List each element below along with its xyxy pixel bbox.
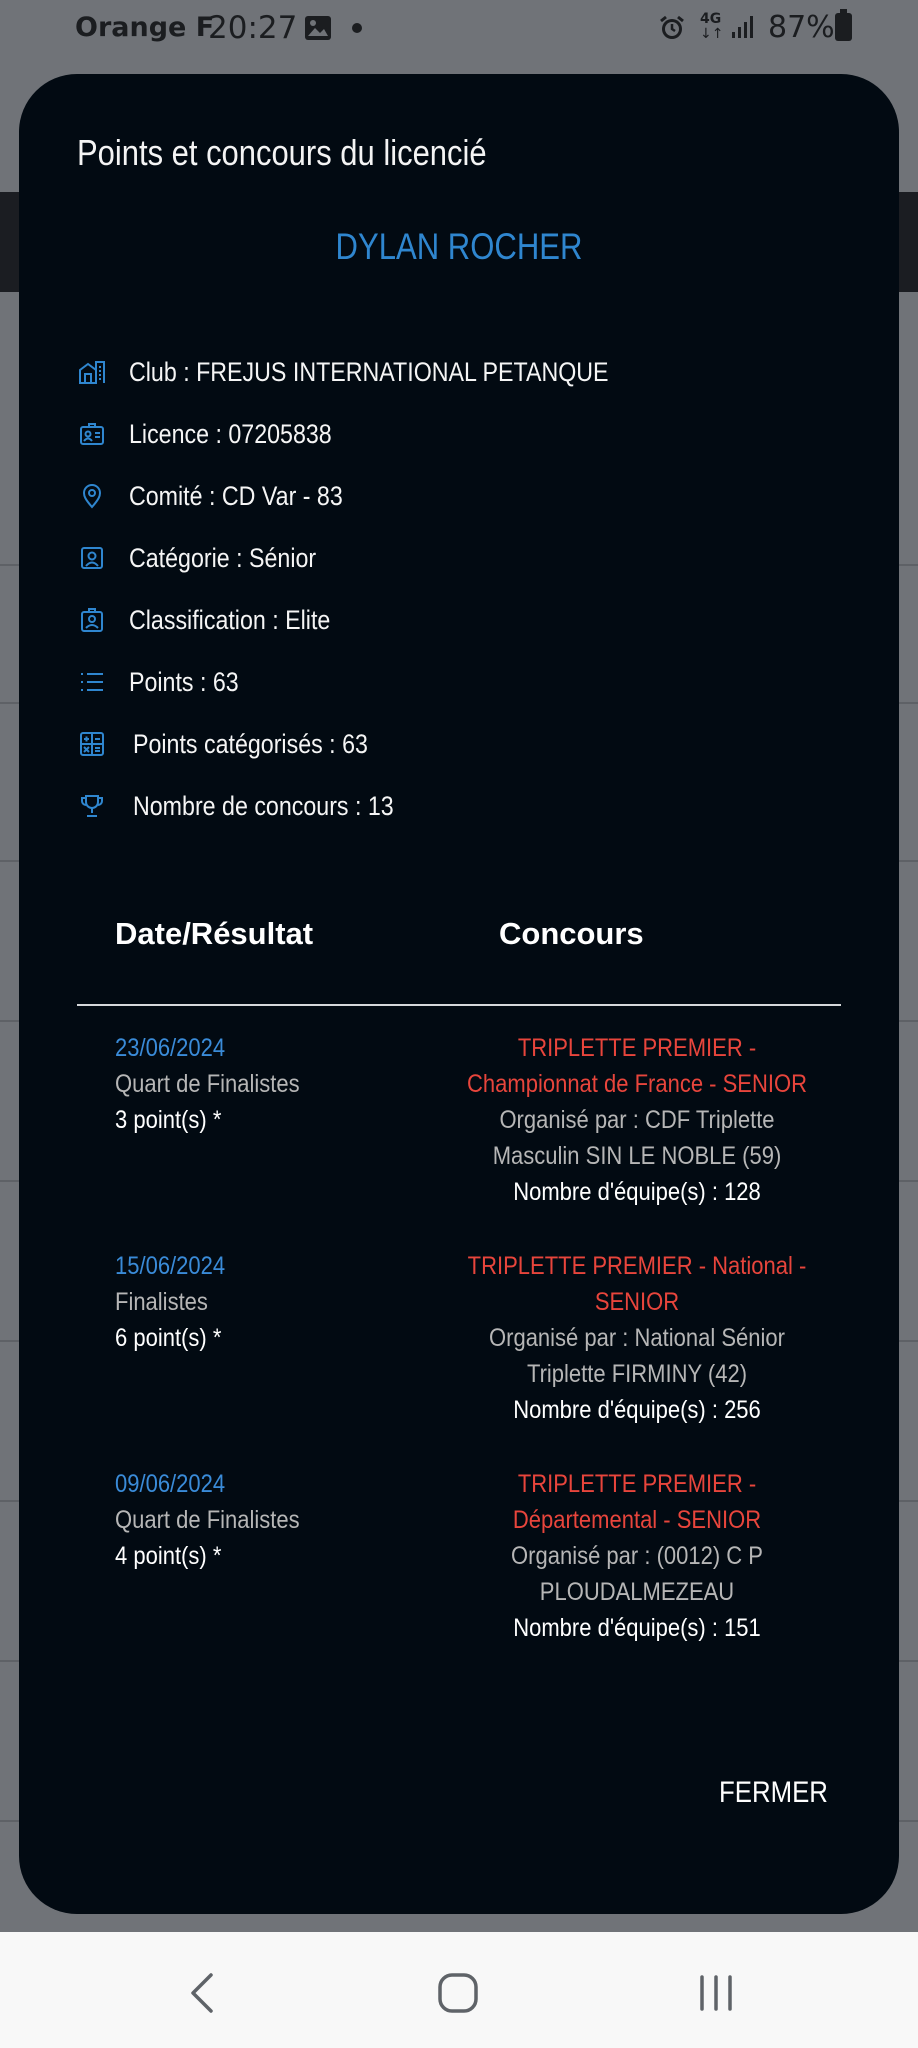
info-row-club — [77, 352, 687, 392]
licence-text: Licence : 07205838 — [129, 418, 332, 449]
concours-team-count: Nombre d'équipe(s) : 128 — [513, 1178, 761, 1206]
back-icon — [187, 1971, 217, 2020]
points-text: Points : 63 — [129, 666, 239, 697]
entry-date-result — [115, 1030, 325, 1138]
concours-count-text: Nombre de concours : 13 — [133, 790, 394, 821]
dialog-title: Points et concours du licencié — [77, 132, 487, 173]
entry-date-result — [115, 1248, 240, 1356]
concours-organizer: Organisé par : CDF Triplette Masculin SIN LE NOBLE (59) — [492, 1106, 782, 1170]
info-row-comite — [77, 476, 378, 516]
network-activity: ↓↑ — [700, 26, 724, 42]
person-id-icon — [77, 605, 107, 635]
entry-result: Quart de Finalistes — [115, 1070, 300, 1098]
status-bar — [0, 0, 918, 56]
back-button[interactable] — [172, 1970, 232, 2020]
column-header-concours: Concours — [499, 916, 644, 951]
image-icon — [304, 14, 332, 46]
table-divider — [77, 1004, 841, 1006]
navigation-bar — [0, 1932, 918, 2048]
info-row-licence — [77, 414, 365, 454]
location-pin-icon — [77, 481, 107, 511]
entry-date: 09/06/2024 — [115, 1470, 226, 1498]
concours-title: TRIPLETTE PREMIER - Championnat de France - SENIOR — [467, 1034, 807, 1098]
entry-date: 15/06/2024 — [115, 1252, 226, 1280]
id-card-icon — [77, 419, 107, 449]
entry-result: Quart de Finalistes — [115, 1506, 300, 1534]
recent-apps-button[interactable] — [686, 1970, 746, 2020]
entry-points: 6 point(s) * — [115, 1324, 222, 1352]
trophy-icon — [77, 791, 107, 821]
home-icon — [437, 1972, 479, 2019]
player-name: DYLAN ROCHER — [335, 226, 583, 267]
concours-team-count: Nombre d'équipe(s) : 151 — [513, 1614, 761, 1642]
home-button[interactable] — [428, 1970, 488, 2020]
info-row-points — [77, 662, 257, 702]
entry-result: Finalistes — [115, 1288, 208, 1316]
info-row-concours-count — [77, 786, 436, 826]
entry-date: 23/06/2024 — [115, 1034, 226, 1062]
info-row-categorized-points — [77, 724, 406, 764]
entry-concours — [427, 1248, 847, 1428]
clock: 20:27 — [208, 10, 298, 46]
entry-date-result — [115, 1466, 325, 1574]
categorized-points-text: Points catégorisés : 63 — [133, 728, 368, 759]
classification-text: Classification : Elite — [129, 604, 331, 635]
entry-points: 3 point(s) * — [115, 1106, 222, 1134]
licensee-points-dialog — [19, 74, 899, 1914]
concours-organizer: Organisé par : (0012) C P PLOUDALMEZEAU — [511, 1542, 763, 1606]
concours-title: TRIPLETTE PREMIER - National - SENIOR — [467, 1252, 807, 1316]
calculator-icon — [77, 729, 107, 759]
concours-organizer: Organisé par : National Sénior Triplette FIRMINY (42) — [489, 1324, 785, 1388]
list-icon — [77, 667, 107, 697]
info-row-classification — [77, 600, 363, 640]
club-text: Club : FREJUS INTERNATIONAL PETANQUE — [129, 356, 609, 387]
building-icon — [77, 357, 107, 387]
carrier-name: Orange F — [75, 12, 215, 43]
concours-title: TRIPLETTE PREMIER - Départemental - SENIOR — [512, 1470, 762, 1534]
close-button[interactable]: FERMER — [719, 1776, 828, 1809]
battery-level: 87% — [768, 10, 835, 45]
entry-points: 4 point(s) * — [115, 1542, 222, 1570]
alarm-icon — [658, 14, 686, 46]
recent-apps-icon — [696, 1973, 736, 2018]
comite-text: Comité : CD Var - 83 — [129, 480, 343, 511]
column-header-date-result: Date/Résultat — [115, 916, 314, 951]
concours-team-count: Nombre d'équipe(s) : 256 — [513, 1396, 761, 1424]
entry-concours — [427, 1030, 847, 1210]
signal-icon — [730, 14, 756, 44]
entry-concours — [427, 1466, 847, 1646]
battery-icon — [835, 13, 852, 41]
categorie-text: Catégorie : Sénior — [129, 542, 317, 573]
person-badge-icon — [77, 543, 107, 573]
notification-dot — [352, 23, 362, 33]
info-row-categorie — [77, 538, 347, 578]
network-type: 4G — [700, 11, 722, 27]
